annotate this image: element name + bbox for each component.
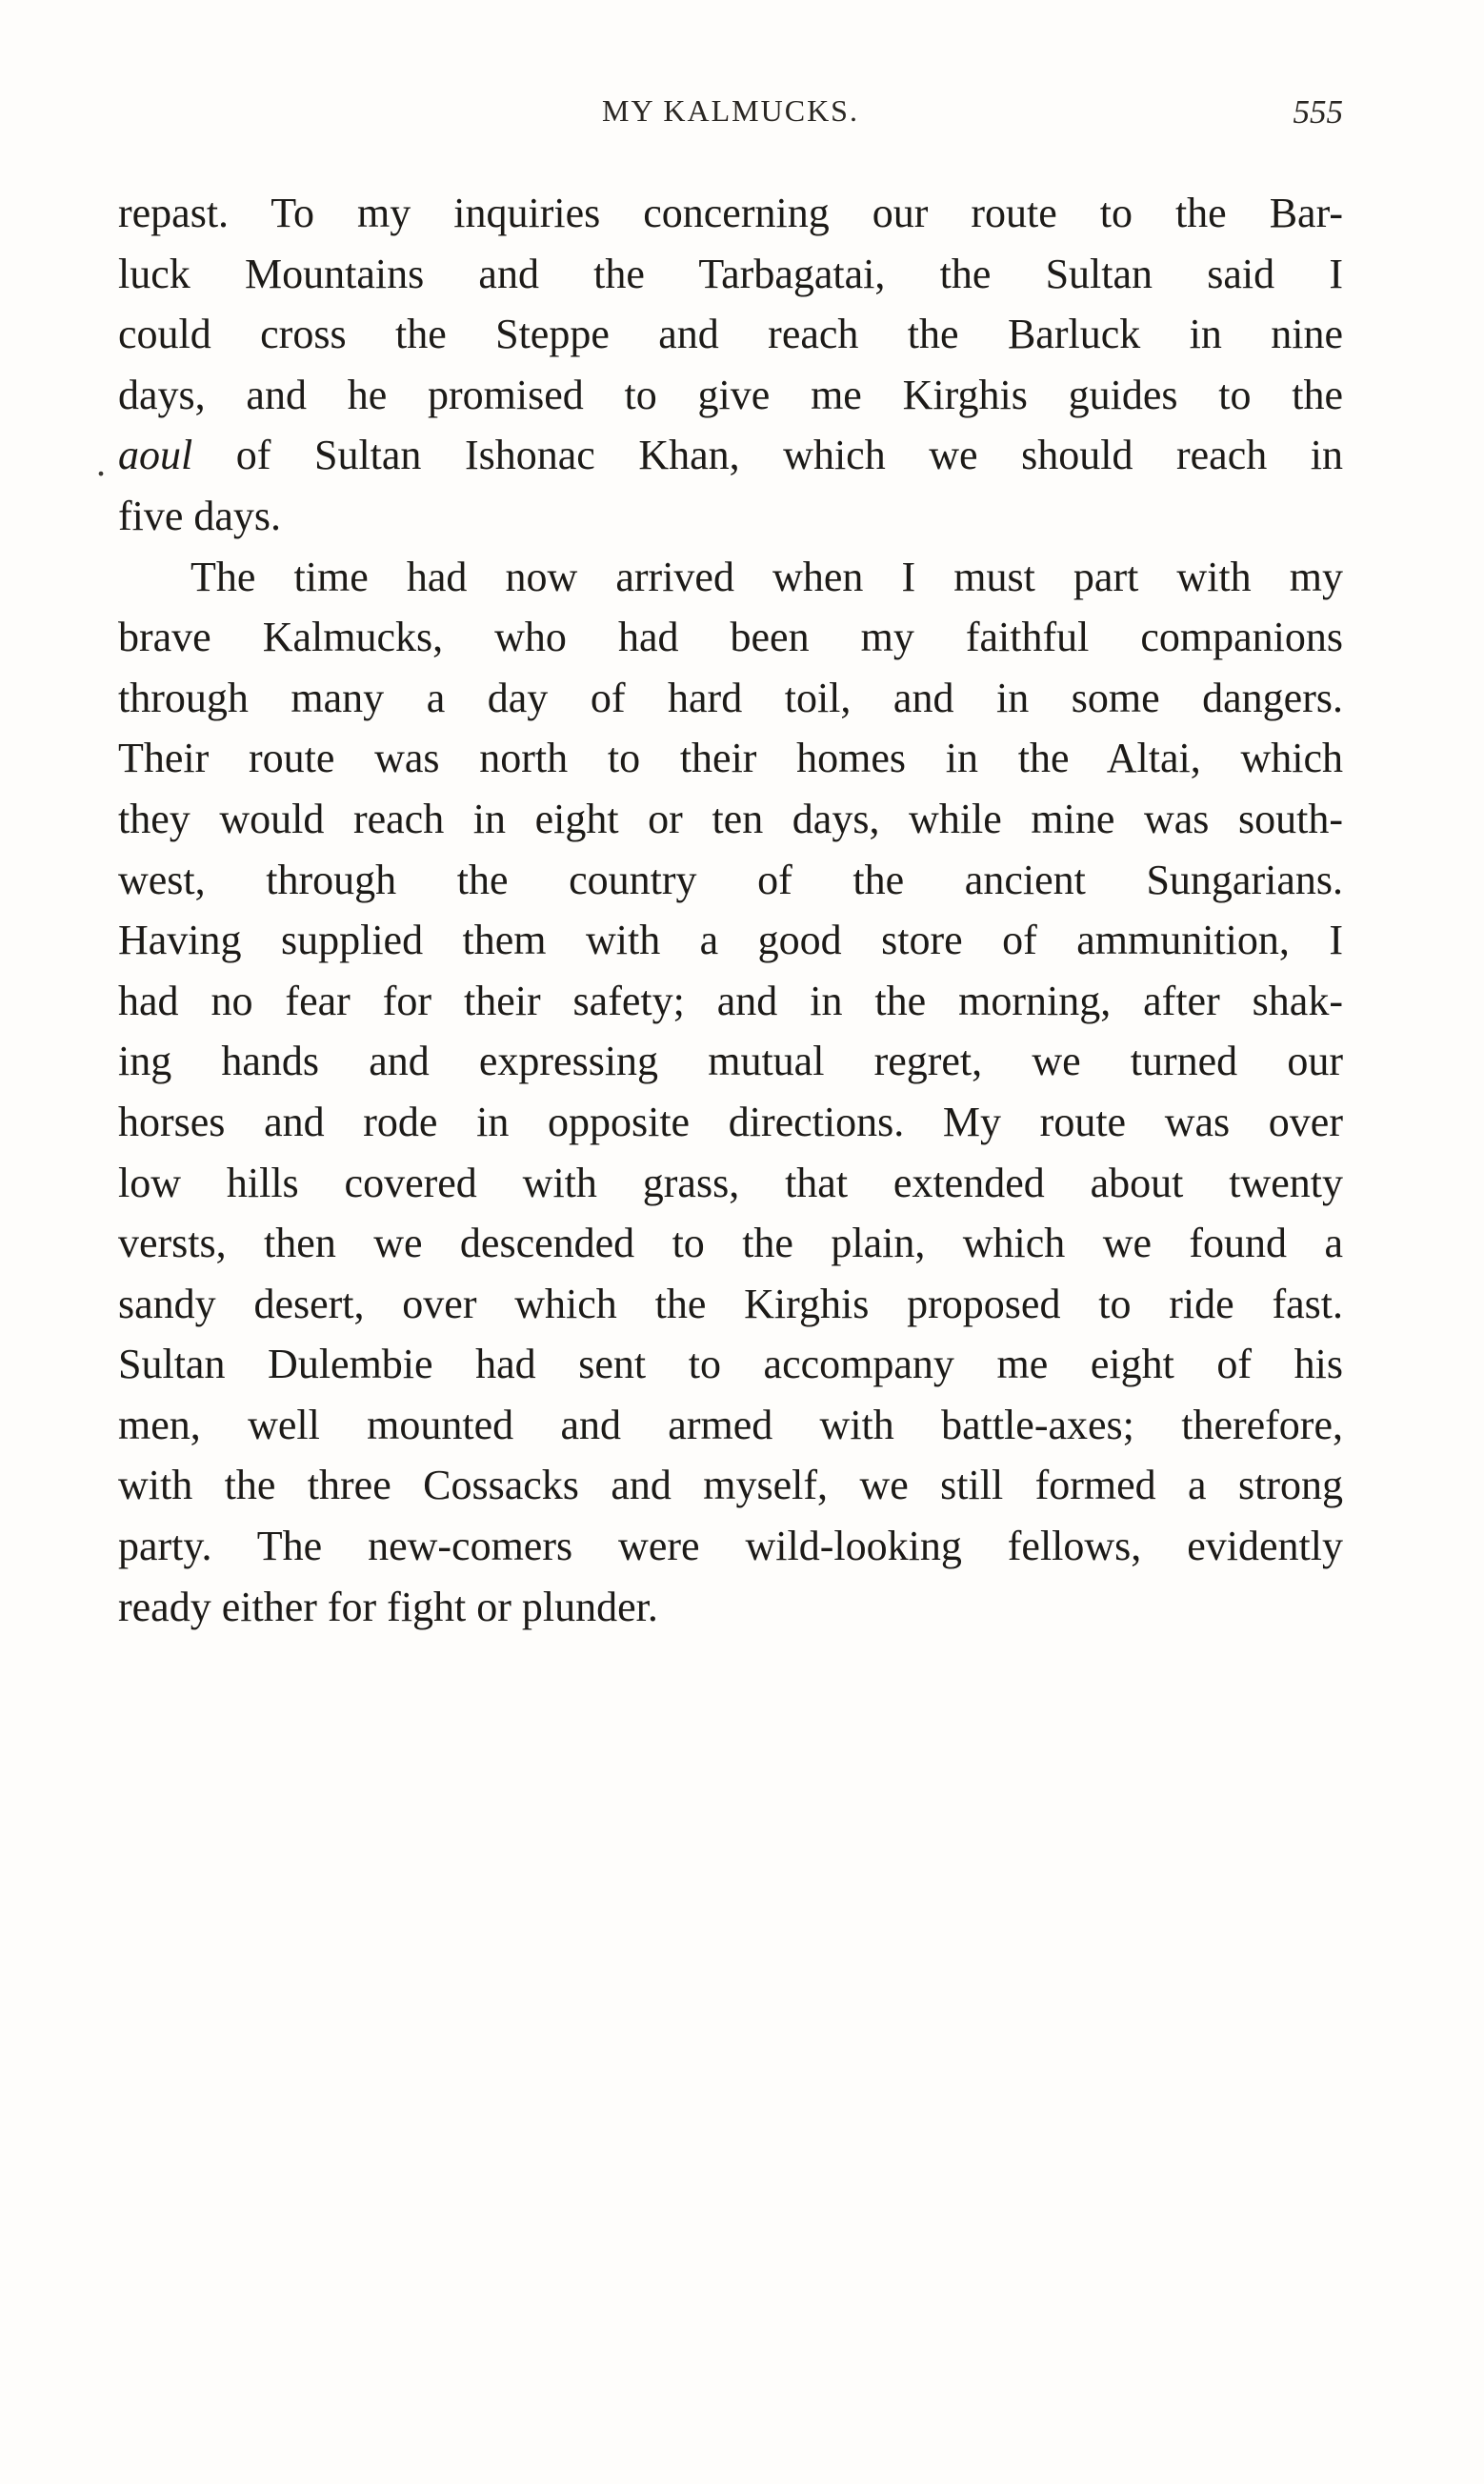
text-line: low hills covered with grass, that extended about twenty	[118, 1159, 1343, 1206]
text-line: days, and he promised to give me Kirghis guides to the	[118, 371, 1343, 418]
text-line: ing hands and expressing mutual regret, we turned our	[118, 1038, 1343, 1085]
text-line: Their route was north to their homes in the Altai, which	[118, 735, 1343, 782]
text-line: horses and rode in opposite directions. My route was over	[118, 1098, 1343, 1145]
text-line: they would reach in eight or ten days, while mine was south-	[118, 795, 1343, 842]
text-line: sandy desert, over which the Kirghis proposed to ride fast.	[118, 1280, 1343, 1327]
body-text	[118, 183, 1343, 1637]
text-line: west, through the country of the ancient Sungarians.	[118, 856, 1343, 903]
text-line: luck Mountains and the Tarbagatai, the Sultan said I	[118, 250, 1343, 297]
text-line: had no fear for their safety; and in the morning, after shak-	[118, 977, 1343, 1024]
text-span: of Sultan Ishonac Khan, which we should reach in	[192, 432, 1343, 479]
page-number: 555	[1293, 93, 1343, 131]
text-line: five days.	[118, 492, 282, 539]
text-line: could cross the Steppe and reach the Barluck in nine	[118, 311, 1343, 358]
text-line: versts, then we descended to the plain, which we found a	[118, 1220, 1343, 1267]
text-line: ready either for fight or plunder.	[118, 1583, 658, 1630]
text-line: The time had now arrived when I must part with my	[191, 553, 1343, 600]
text-line: Sultan Dulembie had sent to accompany me eight of his	[118, 1341, 1343, 1388]
text-line: men, well mounted and armed with battle-axes; therefore,	[118, 1401, 1343, 1448]
text-line: with the three Cossacks and myself, we still formed a strong	[118, 1462, 1343, 1509]
text-line: brave Kalmucks, who had been my faithful companions	[118, 614, 1343, 661]
margin-mark: .	[96, 441, 106, 484]
text-line: party. The new-comers were wild-looking fellows, evidently	[118, 1523, 1343, 1570]
running-head	[118, 93, 1343, 135]
running-title: MY KALMUCKS.	[602, 93, 859, 128]
text-line: Having supplied them with a good store of ammunition, I	[118, 917, 1343, 964]
text-line	[118, 425, 1343, 486]
italic-word: aoul	[118, 432, 193, 479]
text-line: through many a day of hard toil, and in some dangers.	[118, 674, 1343, 721]
text-line: repast. To my inquiries concerning our route to the Bar-	[118, 190, 1343, 236]
